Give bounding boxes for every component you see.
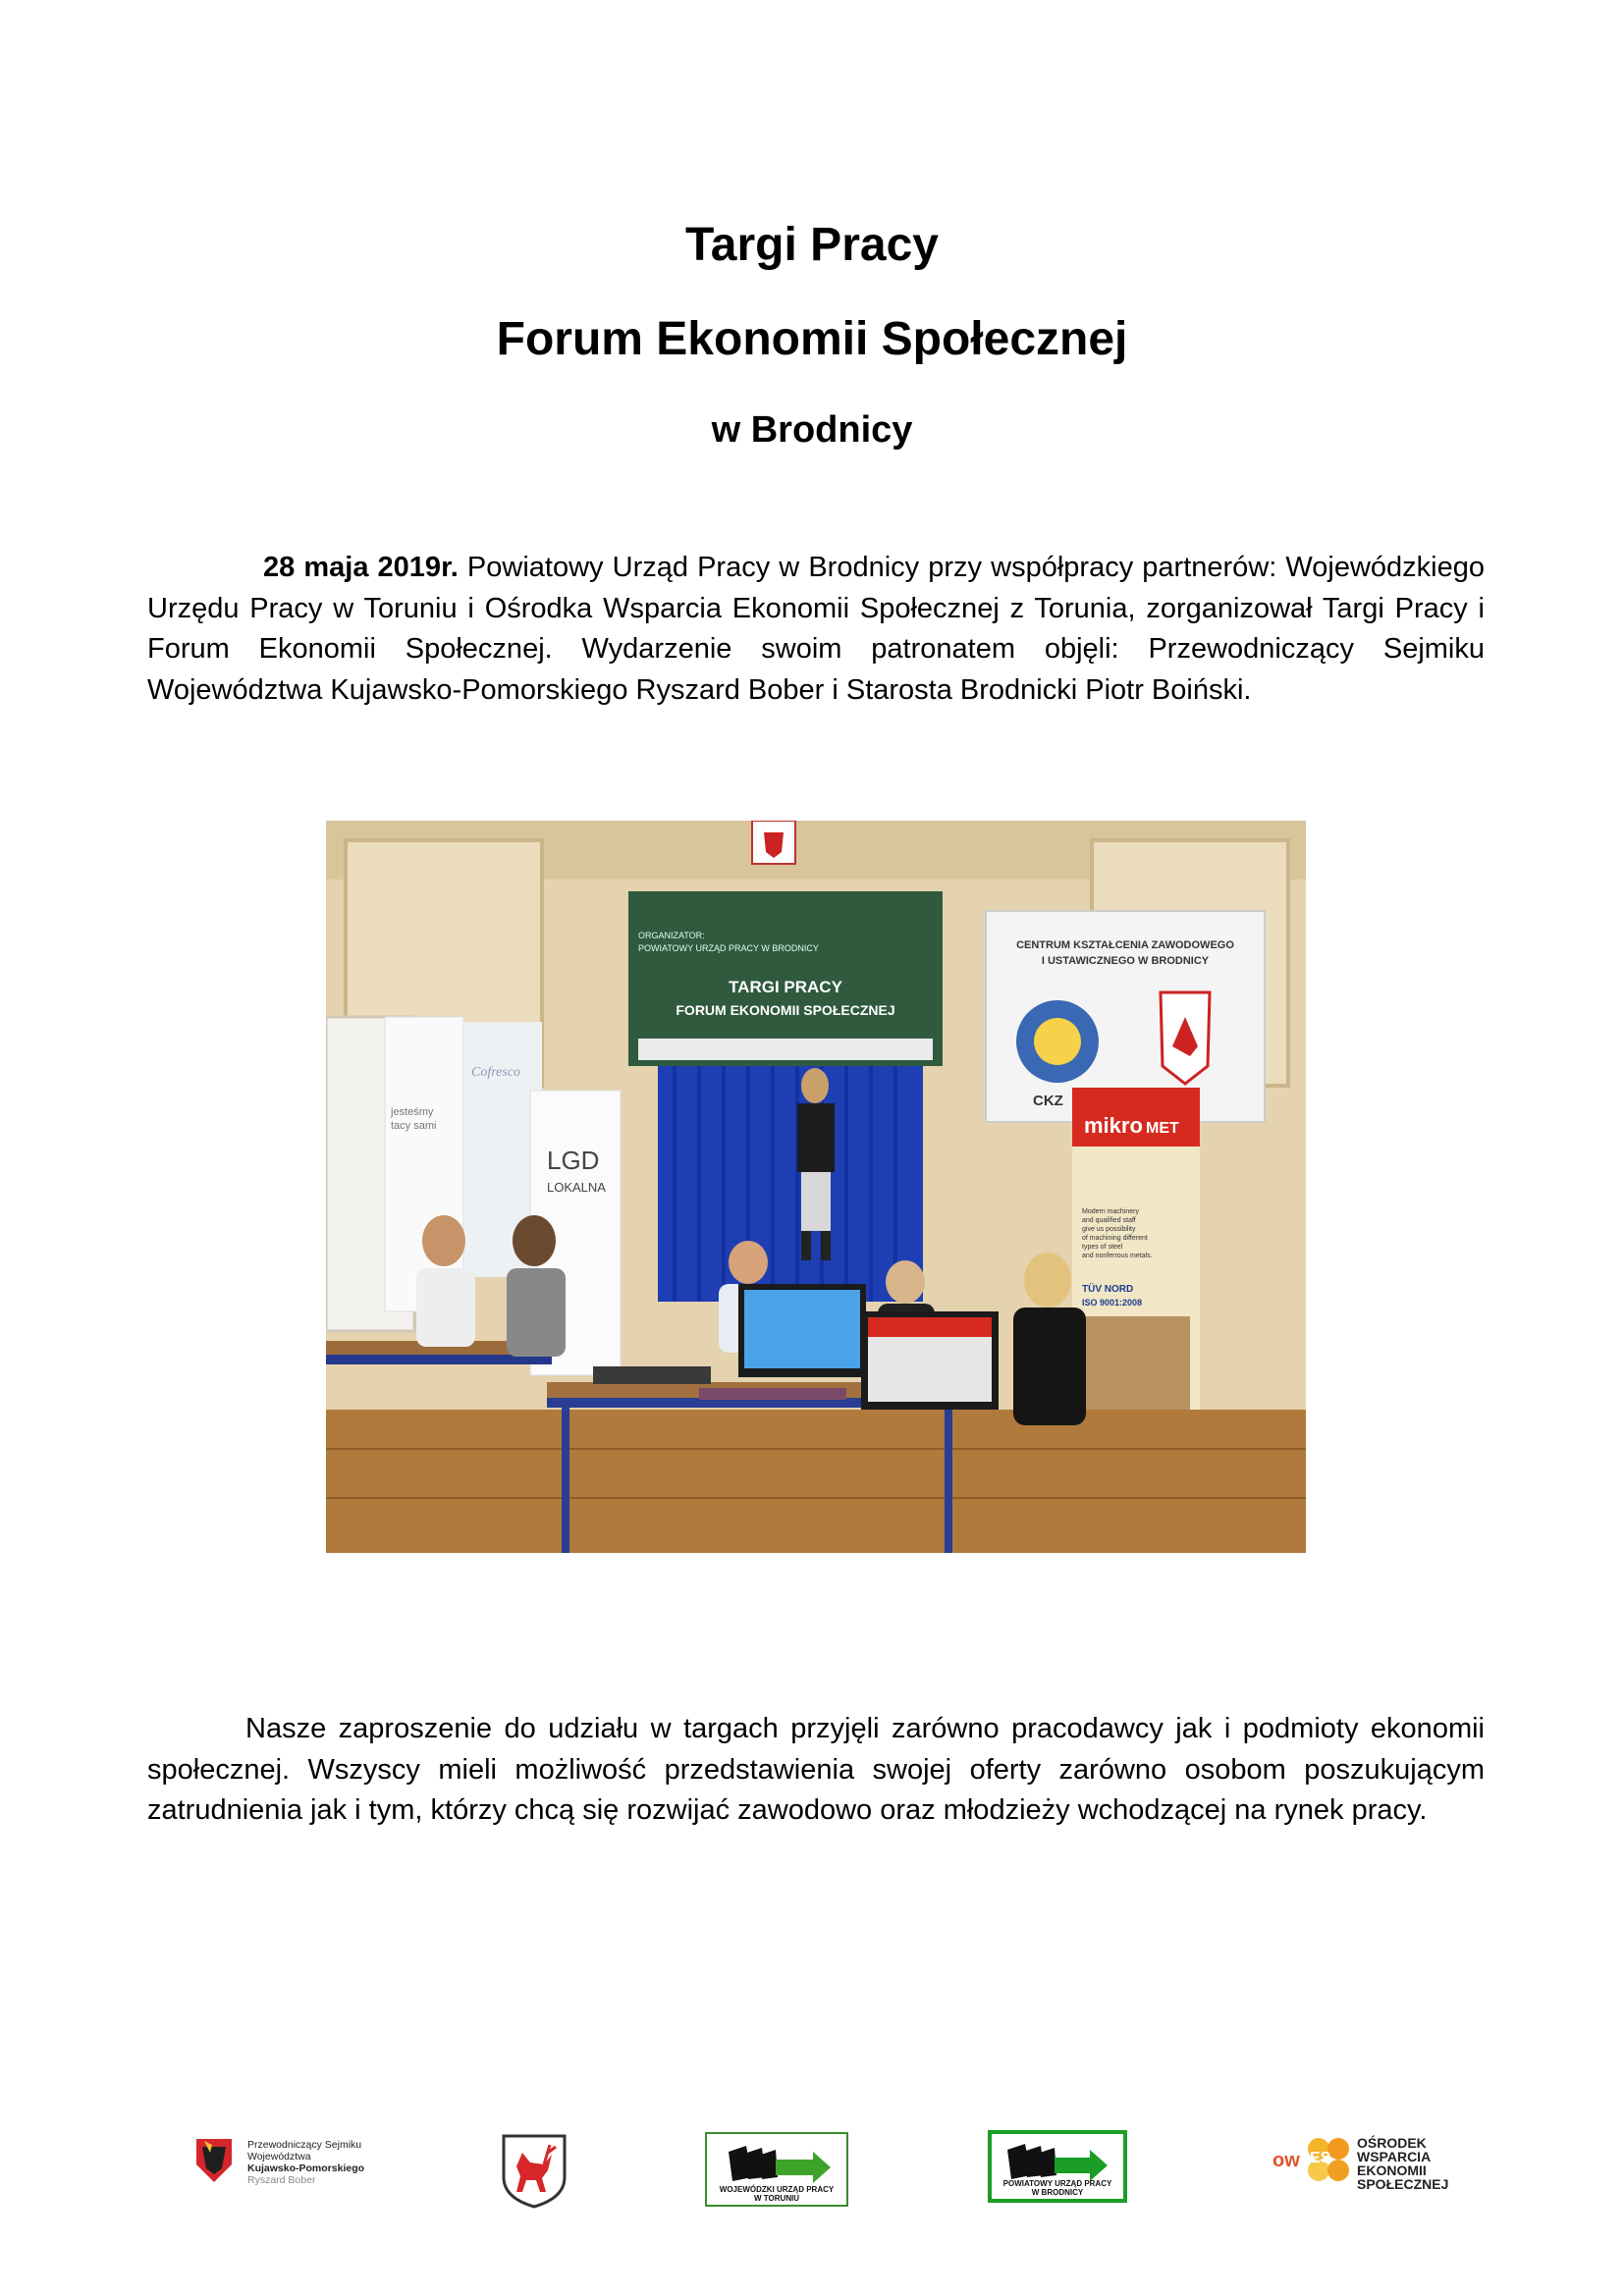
tuv-logo-2: ISO 9001:2008 bbox=[1082, 1298, 1143, 1308]
owes-logo bbox=[1272, 2135, 1449, 2199]
sejmik-line-2: Województwa bbox=[247, 2151, 311, 2163]
banner-organizer-1: ORGANIZATOR: bbox=[638, 931, 705, 940]
rollup-left-brand: Cofresco bbox=[471, 1065, 521, 1080]
owes-line-3: EKONOMII bbox=[1357, 2163, 1427, 2178]
sejmik-line-1: Przewodniczący Sejmiku bbox=[247, 2139, 362, 2151]
wup-logo bbox=[705, 2132, 848, 2207]
mikromet-logo-2: MET bbox=[1146, 1120, 1179, 1137]
school-name-1: CENTRUM KSZTAŁCENIA ZAWODOWEGO bbox=[1016, 939, 1234, 951]
rollup-left-text-2: tacy sami bbox=[391, 1120, 437, 1132]
brodnica-logo bbox=[501, 2133, 568, 2210]
arrow-logo-icon bbox=[992, 2136, 1123, 2181]
pup-label-1: POWIATOWY URZĄD PRACY bbox=[1002, 2179, 1112, 2188]
rollup-left-text-1: jesteśmy bbox=[391, 1106, 434, 1118]
event-date: 28 maja 2019r. bbox=[263, 552, 459, 583]
wup-label-1: WOJEWÓDZKI URZĄD PRACY bbox=[719, 2185, 835, 2194]
owes-brand: ow bbox=[1272, 2150, 1300, 2171]
pup-logo bbox=[988, 2130, 1127, 2203]
deer-shield-icon bbox=[501, 2133, 568, 2210]
school-name-2: I USTAWICZNEGO W BRODNICY bbox=[1041, 955, 1210, 967]
summary-paragraph: Nasze zaproszenie do udziału w targach przyjęli zarówno pracodawcy jak i podmioty ekonomii społecznej. Wszyscy mieli możliwość przedstawienia swojej oferty zarówno osobom poszukującym zatrudnienia jak i tym, którzy chcą się rozwijać zawodowo oraz młodzieży wchodzącej na rynek pracy. bbox=[147, 1713, 1485, 1826]
owes-line-1: OŚRODEK bbox=[1357, 2135, 1427, 2151]
document-title: Targi Pracy bbox=[685, 219, 939, 271]
coat-of-arms-icon bbox=[192, 2135, 236, 2186]
mikromet-slogan-3: give us possibility bbox=[1082, 1226, 1136, 1233]
mikromet-slogan-5: types of steel bbox=[1082, 1244, 1123, 1251]
footer-logos bbox=[0, 2120, 1624, 2218]
school-abbr: CKZ bbox=[1033, 1093, 1063, 1109]
mikromet-slogan-4: of machining different bbox=[1082, 1235, 1148, 1242]
sejmik-line-4: Ryszard Bober bbox=[247, 2174, 316, 2186]
lgd-logo-2: LOKALNA bbox=[547, 1180, 606, 1195]
mikromet-slogan-2: and qualified staff bbox=[1082, 1217, 1136, 1224]
banner-title-2: FORUM EKONOMII SPOŁECZNEJ bbox=[676, 1002, 895, 1018]
wup-label-2: W TORUNIU bbox=[753, 2194, 800, 2203]
lgd-logo-1: LGD bbox=[547, 1146, 600, 1175]
document-subtitle: Forum Ekonomii Społecznej bbox=[496, 313, 1128, 365]
sejmik-line-3: Kujawsko-Pomorskiego bbox=[247, 2163, 365, 2174]
mikromet-logo-1: mikro bbox=[1084, 1113, 1143, 1138]
arrow-logo-icon bbox=[707, 2138, 846, 2187]
owes-es: ES bbox=[1310, 2150, 1331, 2166]
sejmik-logo bbox=[192, 2135, 365, 2194]
event-photo bbox=[326, 821, 1306, 1553]
document-location: w Brodnicy bbox=[711, 409, 913, 451]
mikromet-slogan-1: Modern machinery bbox=[1082, 1208, 1139, 1215]
pup-label-2: W BRODNICY bbox=[1031, 2188, 1084, 2197]
intro-paragraph bbox=[147, 548, 1485, 711]
tuv-logo-1: TÜV NORD bbox=[1082, 1284, 1134, 1295]
intro-text: Powiatowy Urząd Pracy w Brodnicy przy współpracy partnerów: Wojewódzkiego Urzędu Pracy w Toruniu i Ośrodka Wsparcia Ekonomii Społecznej z Torunia, zorganizował Targi Pracy i Forum Ekonomii Społecznej. Wydarzenie swoim patronatem objęli: Przewodniczący Sejmiku Województwa Kujawsko-Pomorskiego Ryszard Bober i Starosta Brodnicki Piotr Boiński. bbox=[147, 552, 1485, 706]
mikromet-slogan-6: and nonferrous metals. bbox=[1082, 1253, 1153, 1259]
banner-organizer-2: POWIATOWY URZĄD PRACY W BRODNICY bbox=[638, 943, 819, 953]
owes-line-2: WSPARCIA bbox=[1357, 2149, 1432, 2164]
banner-title-1: TARGI PRACY bbox=[729, 978, 842, 996]
owes-line-4: SPOŁECZNEJ bbox=[1357, 2176, 1449, 2192]
